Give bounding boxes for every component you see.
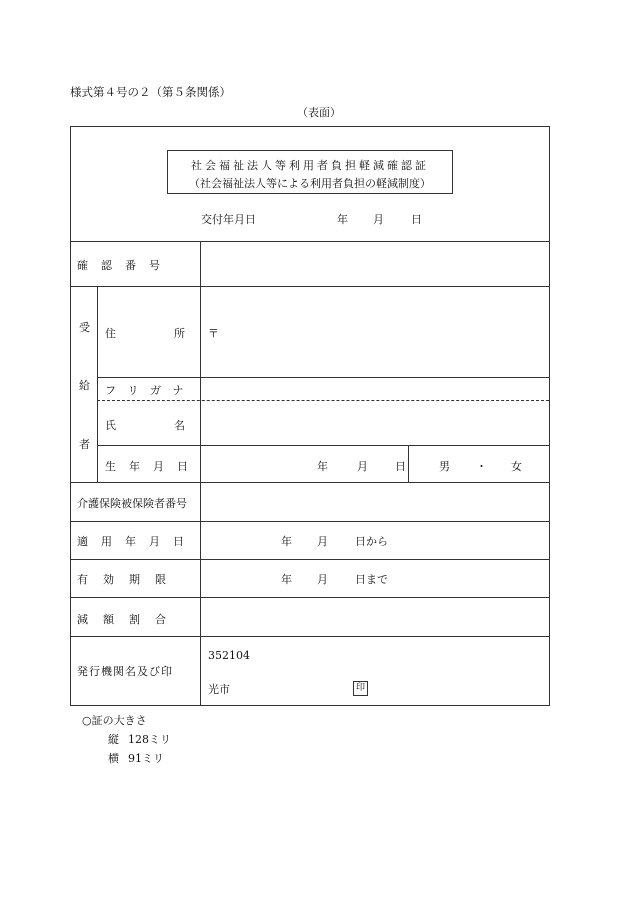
issue-date-label: 交付年月日	[201, 213, 256, 226]
birthdate-label: 生 年 月 日	[105, 460, 189, 473]
issuer-city: 光市	[208, 683, 230, 696]
apply-from: 日から	[355, 535, 388, 548]
apply-month: 月	[317, 535, 328, 548]
birth-month: 月	[357, 460, 368, 473]
birth-year: 年	[317, 460, 328, 473]
issue-year: 年	[337, 213, 348, 226]
recipient-char-1: 受	[79, 321, 90, 334]
valid-month: 月	[317, 573, 328, 586]
apply-date-label: 適 用 年 月 日	[77, 535, 185, 548]
issuer-label: 発行機関名及び印	[77, 665, 173, 678]
address-label: 住 所	[105, 327, 197, 340]
birth-day: 日	[395, 460, 406, 473]
postal-mark: 〒	[208, 327, 219, 340]
valid-until: 日まで	[355, 573, 388, 586]
certificate-subtitle: （社会福祉法人等による利用者負担の軽減制度）	[189, 177, 431, 190]
stamp-mark: 印	[353, 681, 368, 696]
furigana-label: フ リ ガ ナ	[105, 384, 188, 397]
recipient-char-3: 者	[79, 438, 90, 451]
size-width-value: 91ミリ	[128, 752, 164, 765]
reduction-label: 減 額 割 合	[77, 613, 168, 626]
name-label: 氏 名	[105, 419, 197, 432]
issue-day: 日	[411, 213, 422, 226]
form-number: 様式第４号の２（第５条関係）	[70, 85, 231, 99]
title-box	[167, 150, 453, 194]
valid-label: 有 効 期 限	[77, 573, 168, 586]
gender-dot: ・	[476, 460, 487, 473]
size-note-title: ○証の大きさ	[82, 714, 147, 727]
gender-female: 女	[511, 460, 522, 473]
apply-year: 年	[281, 535, 292, 548]
confirmation-number-label: 確 認 番 号	[77, 259, 161, 272]
size-height-label: 縦	[108, 733, 119, 746]
size-height-value: 128ミリ	[128, 733, 171, 746]
insurance-number-label: 介護保険被保険者番号	[77, 497, 187, 510]
certificate-title: 社会福祉法人等利用者負担軽減確認証	[191, 159, 429, 172]
certificate-form	[70, 126, 550, 706]
recipient-char-2: 給	[79, 379, 90, 392]
gender-male: 男	[439, 460, 450, 473]
size-width-label: 横	[108, 752, 119, 765]
issue-month: 月	[373, 213, 384, 226]
issuer-code: 352104	[208, 649, 250, 662]
valid-year: 年	[281, 573, 292, 586]
side-label: （表面）	[297, 106, 341, 119]
